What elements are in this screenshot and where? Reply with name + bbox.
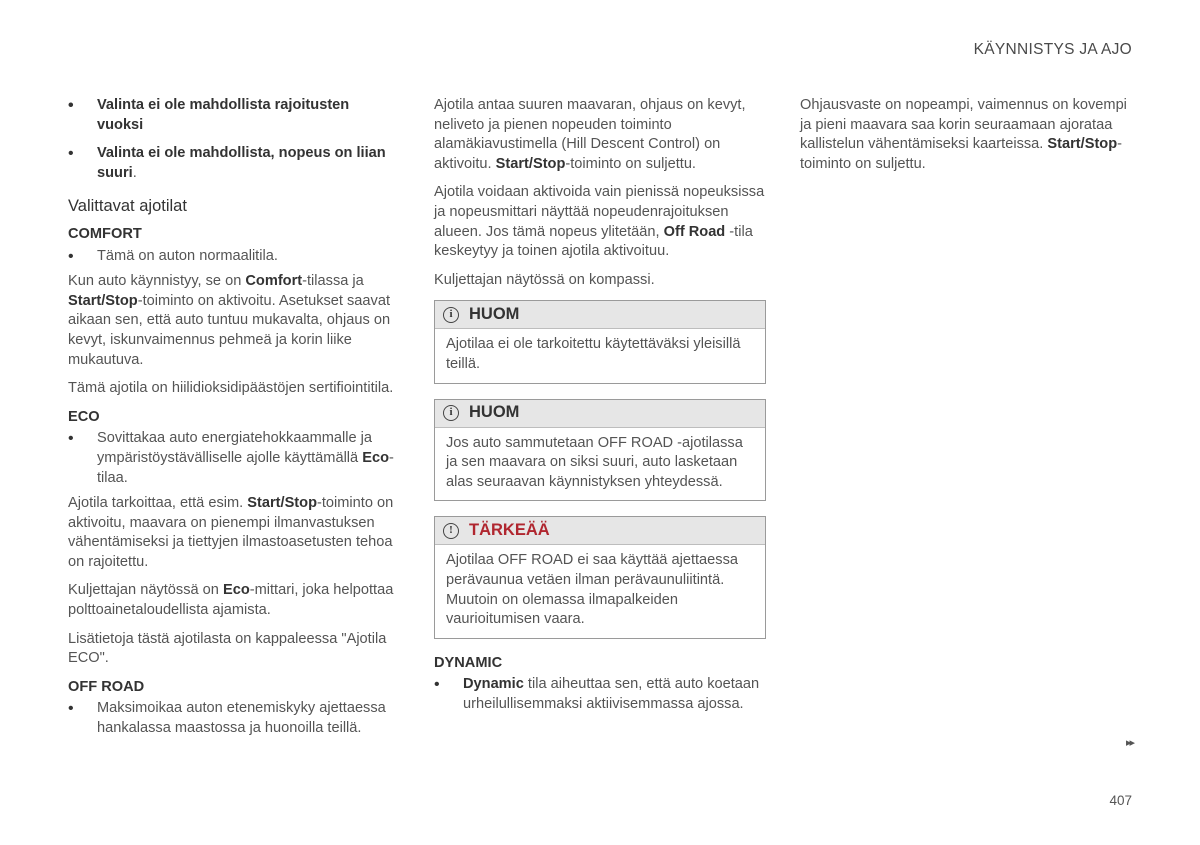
eco-bullet [68, 429, 398, 488]
offroad-paragraph-3: Kuljettajan näytössä on kompassi. [434, 271, 655, 288]
note-body: Jos auto sammutetaan OFF ROAD -ajotilassa ja sen maavara on siksi suuri, auto lasketaan alas seuraavan käynnistyksen yhteydessä. [446, 434, 743, 490]
text: Ohjausvaste on nopeampi, vaimennus on kovempi ja pieni maavara saa korin seuraamaan ajorataa kallistelun vähentämiseksi kaarteissa. [800, 97, 1127, 153]
comfort-paragraph-2: Tämä ajotila on hiilidioksidipäästöjen sertifiointitila. [68, 380, 394, 397]
text: Kuljettajan näytössä on [68, 582, 223, 599]
text: Ajotila antaa suuren maavaran, ohjaus on kevyt, neliveto ja pienen nopeuden toiminto alamäkiavustimella (Hill Descent Control) on aktivoitu. [434, 97, 746, 172]
note-title: HUOM [469, 403, 520, 422]
dynamic-paragraph [800, 96, 1130, 174]
note-body: Ajotilaa ei ole tarkoitettu käytettäväksi yleisillä teillä. [446, 336, 741, 372]
text: -toiminto on aktivoitu, maavara on pienempi ilmanvastuksen vähentämiseksi ja tiettyjen ilmastoasetusten tehoa on rajoitettu. [68, 495, 394, 570]
section-heading: Valittavat ajotilat [68, 197, 187, 216]
warning-box [434, 516, 766, 638]
column-2 [434, 96, 766, 723]
offroad-paragraph-1 [434, 96, 766, 174]
text-bold: Off Road [663, 223, 726, 240]
comfort-bullet-text: Tämä on auton normaalitila. [97, 247, 278, 264]
list-item [68, 144, 398, 183]
list-item-text: Valinta ei ole mahdollista, nopeus on liian suuri [97, 145, 386, 181]
text-bold: Dynamic [463, 676, 524, 693]
offroad-title: OFF ROAD [68, 678, 145, 695]
text-bold: Start/Stop [68, 292, 138, 309]
warning-header [435, 517, 765, 545]
eco-title: ECO [68, 408, 100, 425]
dynamic-title: DYNAMIC [434, 654, 503, 671]
note-header [435, 400, 765, 428]
offroad-bullet-text: Maksimoikaa auton etenemiskyky ajettaessa hankalassa maastossa ja huonoilla teillä. [97, 700, 386, 737]
text: -mittari, joka helpottaa polttoainetaloudellista ajamista. [68, 582, 394, 619]
text: Ajotila voidaan aktivoida vain pienissä nopeuksissa ja nopeusmittari näyttää nopeudenrajoituksen alueen. Jos tämä nopeus ylitetään, [434, 184, 765, 240]
text: Ajotila tarkoittaa, että esim. [68, 495, 248, 512]
text: Sovittakaa auto energiatehokkaammalle ja ympäristöystävälliselle ajolle käyttämällä [97, 430, 373, 466]
chapter-header: KÄYNNISTYS JA AJO [973, 41, 1132, 58]
text: -tila keskeytyy ja toinen ajotila aktivoituu. [434, 223, 753, 260]
eco-paragraph-3: Lisätietoja tästä ajotilasta on kappaleessa "Ajotila ECO". [68, 630, 387, 667]
text: -tilassa ja [302, 273, 364, 290]
text-bold: Start/Stop [495, 155, 566, 172]
text-bold: Start/Stop [247, 495, 317, 512]
comfort-title: COMFORT [68, 225, 142, 242]
info-icon: i [443, 307, 459, 323]
list-item-text: Valinta ei ole mahdollista rajoitusten vuoksi [97, 97, 350, 133]
page-number: 407 [1109, 793, 1132, 808]
double-arrow-icon: ▸▸ [1125, 737, 1133, 749]
exclamation-icon: ! [443, 523, 459, 539]
text: tila aiheuttaa sen, että auto koetaan urheilullisemmaksi aktiivisemmassa ajossa. [463, 676, 760, 712]
info-icon: i [443, 405, 459, 421]
note-box [434, 300, 766, 383]
eco-paragraph-1 [68, 494, 398, 572]
offroad-bullet [68, 699, 398, 738]
text: -toiminto on suljettu. [565, 155, 696, 172]
comfort-paragraph-1 [68, 272, 398, 370]
note-header [435, 301, 765, 329]
text: -toiminto on suljettu. [800, 136, 1123, 172]
dynamic-bullet [434, 675, 766, 714]
text: Kun auto käynnistyy, se on [68, 273, 246, 290]
comfort-bullet [68, 247, 398, 267]
list-item [68, 96, 398, 135]
text-bold: Comfort [245, 273, 303, 290]
offroad-paragraph-2 [434, 183, 766, 261]
warning-body: Ajotilaa OFF ROAD ei saa käyttää ajettaessa perävaunua vetäen ilman perävaunuliitintä. Muutoin on olemassa ilmapalkeiden vaurioitumisen vaara. [446, 552, 739, 628]
list-item-suffix: . [132, 164, 137, 181]
text-bold: Eco [222, 582, 250, 599]
text-bold: Start/Stop [1047, 136, 1118, 153]
note-box [434, 399, 766, 502]
text: -toiminto on aktivoitu. Asetukset saavat aikaan sen, että auto tuntuu mukavalta, ohjaus on kevyt, iskunvaimennus pehmeä ja korin liike mukautuva. [68, 292, 391, 368]
eco-paragraph-2 [68, 581, 398, 620]
column-3 [800, 96, 1130, 183]
text-bold: Eco [362, 449, 389, 466]
note-title: HUOM [469, 305, 520, 324]
text: -tilaa. [97, 449, 394, 486]
warning-title: TÄRKEÄÄ [469, 521, 550, 540]
column-1 [68, 96, 398, 748]
